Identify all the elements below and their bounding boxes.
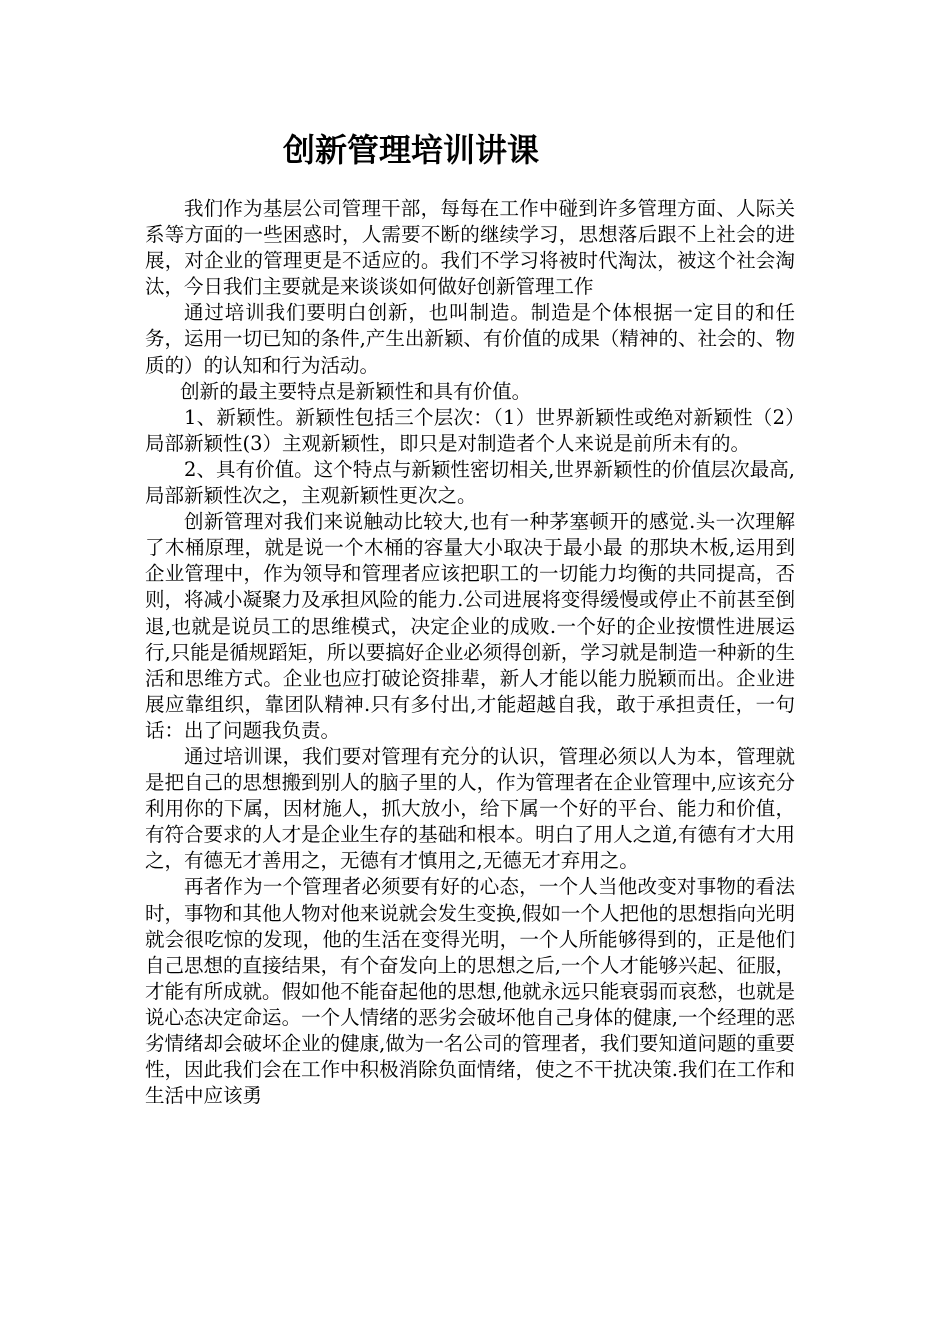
paragraph-value: 2、具有价值。这个特点与新颖性密切相关,世界新颖性的价值层次最高,局部新颖性次之，主观新颖性更次之。 <box>145 457 795 508</box>
paragraph-novelty: 1、新颖性。新颖性包括三个层次：（1）世界新颖性或绝对新颖性（2）局部新颖性(3）主观新颖性，即只是对制造者个人来说是前所未有的。 <box>145 405 795 455</box>
paragraph-mindset: 再者作为一个管理者必须要有好的心态，一个人当他改变对事物的看法时，事物和其他人物对他来说就会发生变换,假如一个人把他的思想指向光明就会很吃惊的发现，他的生活在变得光明，一个人所能够得到的，正是他们自己思想的直接结果，有个奋发向上的思想之后,一个人才能够兴起、征服，才能有所成就。假如他不能奋起他的思想,他就永远只能衰弱而哀愁，也就是说心态决定命运。一个人情绪的恶劣会破坏他自己身体的健康,一个经理的恶劣情绪却会破坏企业的健康,做为一名公司的管理者，我们要知道问题的重要性，因此我们会在工作中积极消除负面情绪，使之不干扰决策.我们在工作和生活中应该勇 <box>145 875 795 1108</box>
document-page <box>145 0 795 1109</box>
document-body <box>145 196 795 1109</box>
paragraph-bucket-principle: 创新管理对我们来说触动比较大,也有一种茅塞顿开的感觉.头一次理解了木桶原理，就是说一个木桶的容量大小取决于最小最 的那块木板,运用到企业管理中，作为领导和管理者应该把职工的一切能力均衡的共同提高，否则，将减小凝聚力及承担风险的能力.公司进展将变得缓慢或停止不前甚至倒退,也就是说员工的思维模式，决定企业的成败.一个好的企业按惯性进展运行,只能是循规蹈矩，所以要搞好企业必须得创新，学习就是制造一种新的生活和思维方式。企业也应打破论资排辈，新人才能以能力脱颖而出。企业进展应靠组织，靠团队精神.只有多付出,才能超越自我，敢于承担责任，一句话：出了问题我负责。 <box>145 510 795 742</box>
paragraph-definition: 通过培训我们要明白创新，也叫制造。制造是个体根据一定目的和任务，运用一切已知的条件,产生出新颖、有价值的成果（精神的、社会的、物质的）的认知和行为活动。 <box>145 301 795 377</box>
paragraph-intro: 我们作为基层公司管理干部，每每在工作中碰到许多管理方面、人际关系等方面的一些困惑时，人需要不断的继续学习，思想落后跟不上社会的进展，对企业的管理更是不适应的。我们不学习将被时代淘汰，被这个社会淘汰，今日我们主要就是来谈谈如何做好创新管理工作 <box>145 197 795 299</box>
paragraph-people-management: 通过培训课，我们要对管理有充分的认识，管理必须以人为本，管理就是把自己的思想搬到别人的脑子里的人，作为管理者在企业管理中,应该充分利用你的下属，因材施人，抓大放小，给下属一个好的平台、能力和价值，有符合要求的人才是企业生存的基础和根本。明白了用人之道,有德有才大用之，有德无才善用之，无德有才慎用之,无德无才弃用之。 <box>145 744 795 873</box>
paragraph-main-features: 创新的最主要特点是新颖性和具有价值。 <box>180 379 532 403</box>
document-title: 创新管理培训讲课 <box>283 131 540 169</box>
